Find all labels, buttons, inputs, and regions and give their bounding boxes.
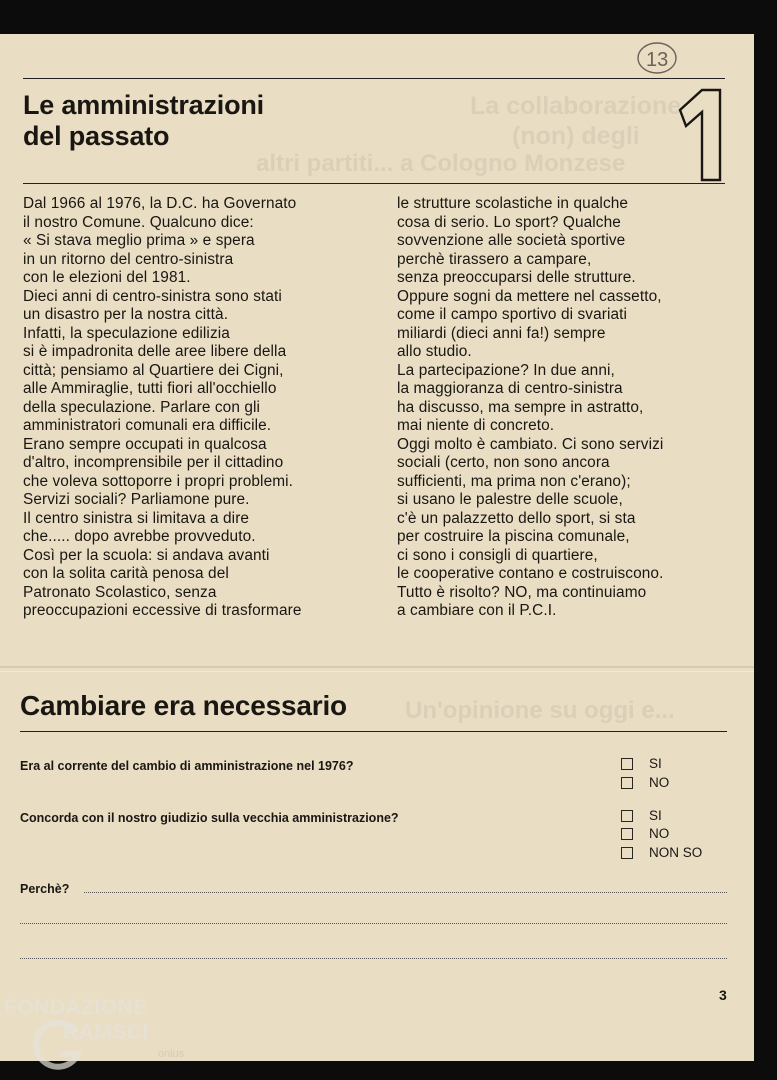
checkbox[interactable] [621, 777, 633, 789]
checkbox[interactable] [621, 758, 633, 770]
page-title-line1: Le amministrazioni [23, 90, 264, 120]
article-line: Servizi sociali? Parliamone pure. [23, 491, 250, 508]
article-line: si usano le palestre delle scuole, [397, 491, 623, 508]
article-line: senza preoccuparsi delle strutture. [397, 269, 636, 286]
article-line: Patronato Scolastico, senza [23, 583, 217, 601]
page-number: 3 [719, 987, 727, 1003]
showthrough-text-3: altri partiti... a Cologno Monzese [256, 150, 626, 177]
article-line: in un ritorno del centro-sinistra [23, 250, 234, 268]
article-line: Tutto è risolto? NO, ma continuiamo [397, 583, 647, 601]
article-line: d'altro, incomprensibile per il cittadino [23, 454, 284, 471]
page-fold-highlight [0, 671, 754, 672]
article-line: Dieci anni di centro-sinistra sono stati [23, 287, 282, 305]
answer-line-2[interactable] [20, 923, 727, 924]
article-line: si è impadronita delle aree libere della [23, 343, 287, 360]
header-rule-top [23, 78, 725, 79]
article-line: mai niente di concreto. [397, 417, 555, 434]
article-line: Dal 1966 al 1976, la D.C. ha Governato [23, 195, 297, 212]
answer-line-1[interactable] [84, 892, 727, 893]
article-line: cosa di serio. Lo sport? Qualche [397, 213, 621, 231]
article-line: c'è un palazzetto dello sport, si sta [397, 509, 636, 527]
article-line: che voleva sottoporre i propri problemi. [23, 472, 294, 490]
answer-line-3[interactable] [20, 958, 727, 959]
watermark-suffix: onlus [158, 1048, 185, 1060]
article-line: sufficienti, ma prima non c'erano); [397, 472, 631, 490]
article-line: preoccupazioni eccessive di trasformare [23, 602, 302, 619]
question-2-text: Concorda con il nostro giudizio sulla vecchia amministrazione? [20, 811, 399, 825]
section-number: 1 [776, 188, 777, 189]
q2-option-si[interactable] [621, 808, 662, 823]
option-label: SI [649, 808, 662, 823]
archive-number-circle [636, 40, 678, 76]
article-line: con le elezioni del 1981. [23, 269, 191, 286]
showthrough-text-4: Un'opinione su oggi e... [405, 697, 675, 724]
article-line: le strutture scolastiche in qualche [397, 195, 629, 212]
q1-option-no[interactable] [621, 775, 669, 790]
question-1-text: Era al corrente del cambio di amministrazione nel 1976? [20, 759, 354, 773]
questionnaire-title: Cambiare era necessario [20, 690, 347, 721]
section-number-graphic [676, 88, 777, 189]
article-line: per costruire la piscina comunale, [397, 528, 630, 545]
option-label: SI [649, 756, 662, 771]
article-line: allo studio. [397, 343, 472, 360]
showthrough-text-1: La collaborazione [470, 92, 682, 120]
article-line: Oggi molto è cambiato. Ci sono servizi [397, 435, 664, 453]
article-line: Infatti, la speculazione edilizia [23, 324, 230, 342]
watermark-text-line1: FONDAZIONE [4, 996, 148, 1019]
option-label: NO [649, 775, 670, 790]
page-title [23, 90, 264, 152]
article-line: Il centro sinistra si limitava a dire [23, 509, 250, 527]
option-label: NO [649, 826, 670, 841]
article-line: sociali (certo, non sono ancora [397, 454, 610, 471]
questionnaire-rule [20, 731, 727, 732]
archive-number: 13 [646, 49, 669, 71]
article-line: alle Ammiraglie, tutti fiori all'occhiello [23, 380, 277, 397]
article-line: la maggioranza di centro-sinistra [397, 380, 623, 397]
article-line: le cooperative contano e costruiscono. [397, 565, 664, 582]
article-line: città; pensiamo al Quartiere dei Cigni, [23, 361, 284, 379]
article-line: amministratori comunali era difficile. [23, 417, 272, 434]
q2-option-no[interactable] [621, 826, 669, 841]
checkbox[interactable] [621, 828, 633, 840]
article-line: « Si stava meglio prima » e spera [23, 232, 255, 249]
article-line: ha discusso, ma sempre in astratto, [397, 398, 644, 416]
q2-option-non-so[interactable] [621, 845, 702, 860]
q1-option-si[interactable] [621, 756, 662, 771]
article-line: La partecipazione? In due anni, [397, 361, 615, 379]
article-line: ci sono i consigli di quartiere, [397, 546, 598, 564]
article-line: con la solita carità penosa del [23, 565, 229, 582]
page-title-line2: del passato [23, 121, 170, 151]
checkbox[interactable] [621, 810, 633, 822]
article-line: Erano sempre occupati in qualcosa [23, 435, 267, 453]
watermark-text-line2: RAMSCI [63, 1021, 149, 1044]
article-line: miliardi (dieci anni fa!) sempre [397, 324, 606, 342]
article-line: sovvenzione alle società sportive [397, 232, 626, 249]
why-label: Perchè? [20, 882, 70, 896]
article-line: perchè tirassero a campare, [397, 250, 592, 268]
article-line: Così per la scuola: si andava avanti [23, 546, 270, 564]
showthrough-text-2: (non) degli [512, 122, 640, 150]
header-rule-bottom [23, 183, 725, 184]
article-line: Oppure sogni da mettere nel cassetto, [397, 287, 662, 305]
article-line: che..... dopo avrebbe provveduto. [23, 528, 256, 545]
article-line: come il campo sportivo di svariati [397, 306, 628, 323]
page-fold [0, 666, 754, 668]
checkbox[interactable] [621, 847, 633, 859]
article-column-1 [23, 195, 368, 621]
article-line: a cambiare con il P.C.I. [397, 602, 557, 619]
article-line: il nostro Comune. Qualcuno dice: [23, 213, 254, 231]
article-line: un disastro per la nostra città. [23, 306, 229, 323]
article-line: della speculazione. Parlare con gli [23, 398, 261, 416]
option-label: NON SO [649, 845, 703, 860]
article-column-2 [397, 195, 737, 621]
